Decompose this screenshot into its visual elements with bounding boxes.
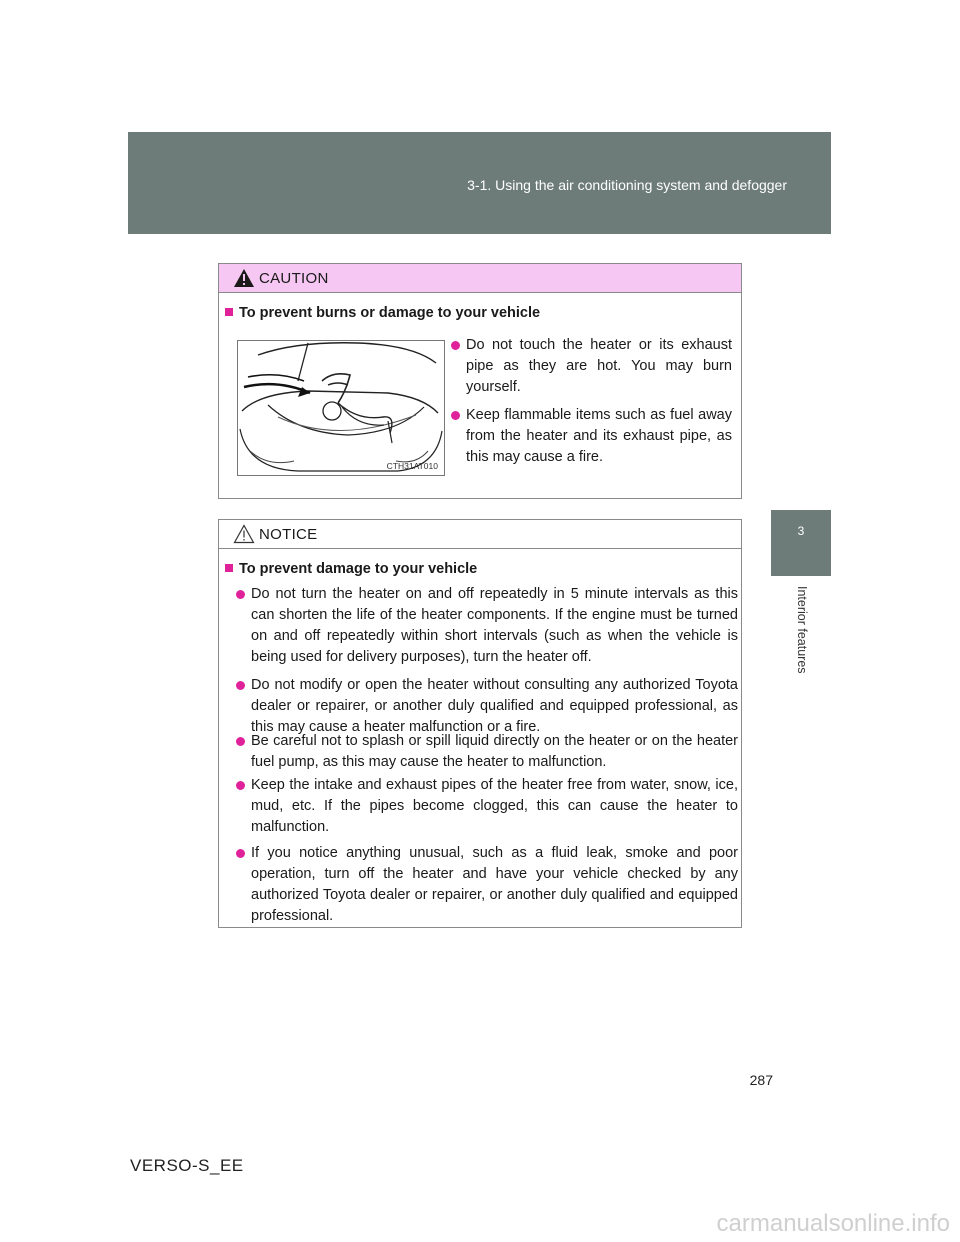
warning-triangle-outline-icon	[233, 524, 255, 544]
list-item	[251, 675, 738, 738]
bullet-text: Do not modify or open the heater without consulting any authorized Toyota dealer or repairer, or another duly qualified and equipped professional, as this may cause a heater malfunction or a fire.	[251, 677, 738, 735]
caution-header	[219, 264, 741, 293]
bullet-text: Do not touch the heater or its exhaust pipe as they are hot. You may burn yourself.	[466, 337, 732, 395]
car-front-drawing	[238, 341, 444, 475]
bullet-dot-icon	[236, 737, 245, 746]
caution-box	[218, 263, 742, 499]
square-bullet-icon	[225, 308, 233, 316]
bullet-dot-icon	[451, 411, 460, 420]
caution-heading: CAUTION	[259, 270, 329, 287]
bullet-text: Keep flammable items such as fuel away from the heater and its exhaust pipe, as this may cause a fire.	[466, 407, 732, 465]
caution-section-title-text: To prevent burns or damage to your vehicle	[239, 305, 541, 321]
notice-section-title-text: To prevent damage to your vehicle	[239, 561, 478, 577]
notice-section-title	[225, 561, 477, 577]
notice-header	[219, 520, 741, 549]
list-item	[251, 584, 738, 668]
list-item	[466, 405, 732, 468]
chapter-label: Interior features	[795, 586, 809, 674]
section-title: 3-1. Using the air conditioning system and defogger	[467, 177, 787, 193]
bullet-dot-icon	[236, 681, 245, 690]
list-item	[251, 843, 738, 927]
bullet-text: Keep the intake and exhaust pipes of the heater free from water, snow, ice, mud, etc. If the pipes become clogged, this can cause the heater to malfunction.	[251, 777, 738, 835]
header-band	[128, 132, 831, 234]
chapter-number: 3	[797, 524, 805, 538]
model-code: VERSO-S_EE	[130, 1156, 244, 1175]
square-bullet-icon	[225, 564, 233, 572]
chapter-tab	[771, 510, 831, 576]
warning-triangle-icon	[233, 268, 255, 288]
bullet-dot-icon	[451, 341, 460, 350]
notice-heading: NOTICE	[259, 526, 318, 543]
list-item	[466, 335, 732, 398]
chapter-label-container	[771, 586, 831, 696]
bullet-dot-icon	[236, 849, 245, 858]
heater-exhaust-illustration	[237, 340, 445, 476]
list-item	[251, 775, 738, 838]
list-item	[251, 731, 738, 773]
bullet-text: If you notice anything unusual, such as a fluid leak, smoke and poor operation, turn off the heater and have your vehicle checked by any authorized Toyota dealer or repairer, or another duly qualified and equipped professional.	[251, 845, 738, 924]
caution-section-title	[225, 305, 540, 321]
bullet-text: Do not turn the heater on and off repeatedly in 5 minute intervals as this can shorten the life of the heater components. If the engine must be turned on and off repeatedly within short intervals (such as when the vehicle is being used for delivery purposes), turn the heater off.	[251, 586, 738, 665]
bullet-dot-icon	[236, 590, 245, 599]
bullet-text: Be careful not to splash or spill liquid directly on the heater or on the heater fuel pump, as this may cause the heater to malfunction.	[251, 733, 738, 770]
page-number: 287	[749, 1072, 773, 1088]
bullet-dot-icon	[236, 781, 245, 790]
notice-box	[218, 519, 742, 928]
figure-code: CTH31AT010	[386, 461, 438, 471]
watermark: carmanualsonline.info	[716, 1210, 950, 1237]
